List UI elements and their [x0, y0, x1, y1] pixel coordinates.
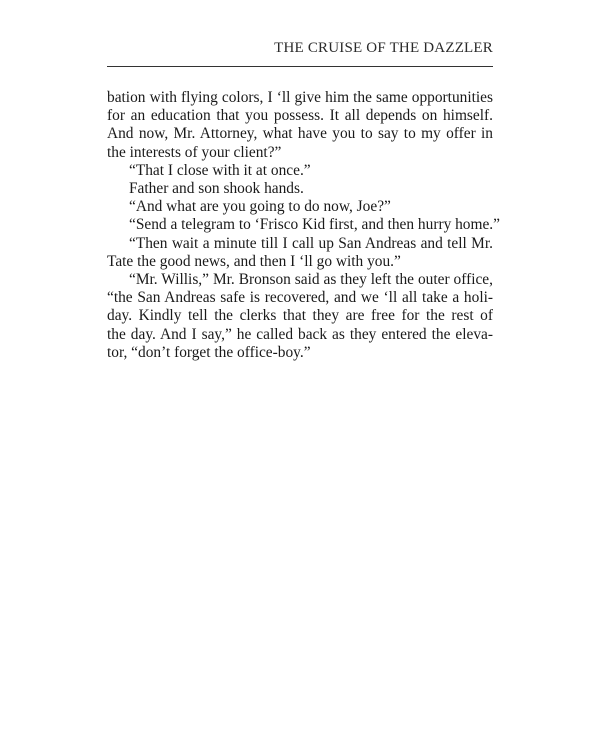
text-line: Father and son shook hands. [129, 180, 304, 198]
text-line: “Mr. Willis,” Mr. Bronson said as they left the outer office, [129, 271, 493, 289]
text-line: for an education that you possess. It all depends on himself. [107, 107, 493, 125]
text-line: the day. And I say,” he called back as they entered the eleva- [107, 325, 493, 343]
body-text [107, 89, 500, 362]
text-line: day. Kindly tell the clerks that they are free for the rest of [107, 307, 493, 325]
text-line: the interests of your client?” [107, 143, 282, 161]
text-line: “Then wait a minute till I call up San Andreas and tell Mr. [129, 234, 493, 252]
text-line: “And what are you going to do now, Joe?” [129, 198, 391, 216]
text-line: “the San Andreas safe is recovered, and we ‘ll all take a holi- [107, 289, 493, 307]
text-line: “That I close with it at once.” [129, 161, 311, 179]
header-rule [107, 66, 493, 67]
running-head-title: THE CRUISE OF THE DAZZLER [274, 40, 493, 56]
text-line: And now, Mr. Attorney, what have you to say to my offer in [107, 125, 493, 143]
text-line: Tate the good news, and then I ‘ll go with you.” [107, 252, 401, 270]
text-line: “Send a telegram to ‘Frisco Kid first, and then hurry home.” [129, 216, 500, 234]
text-line: bation with flying colors, I ‘ll give him the same opportunities [107, 89, 493, 106]
text-line: tor, “don’t forget the office-boy.” [107, 343, 311, 361]
